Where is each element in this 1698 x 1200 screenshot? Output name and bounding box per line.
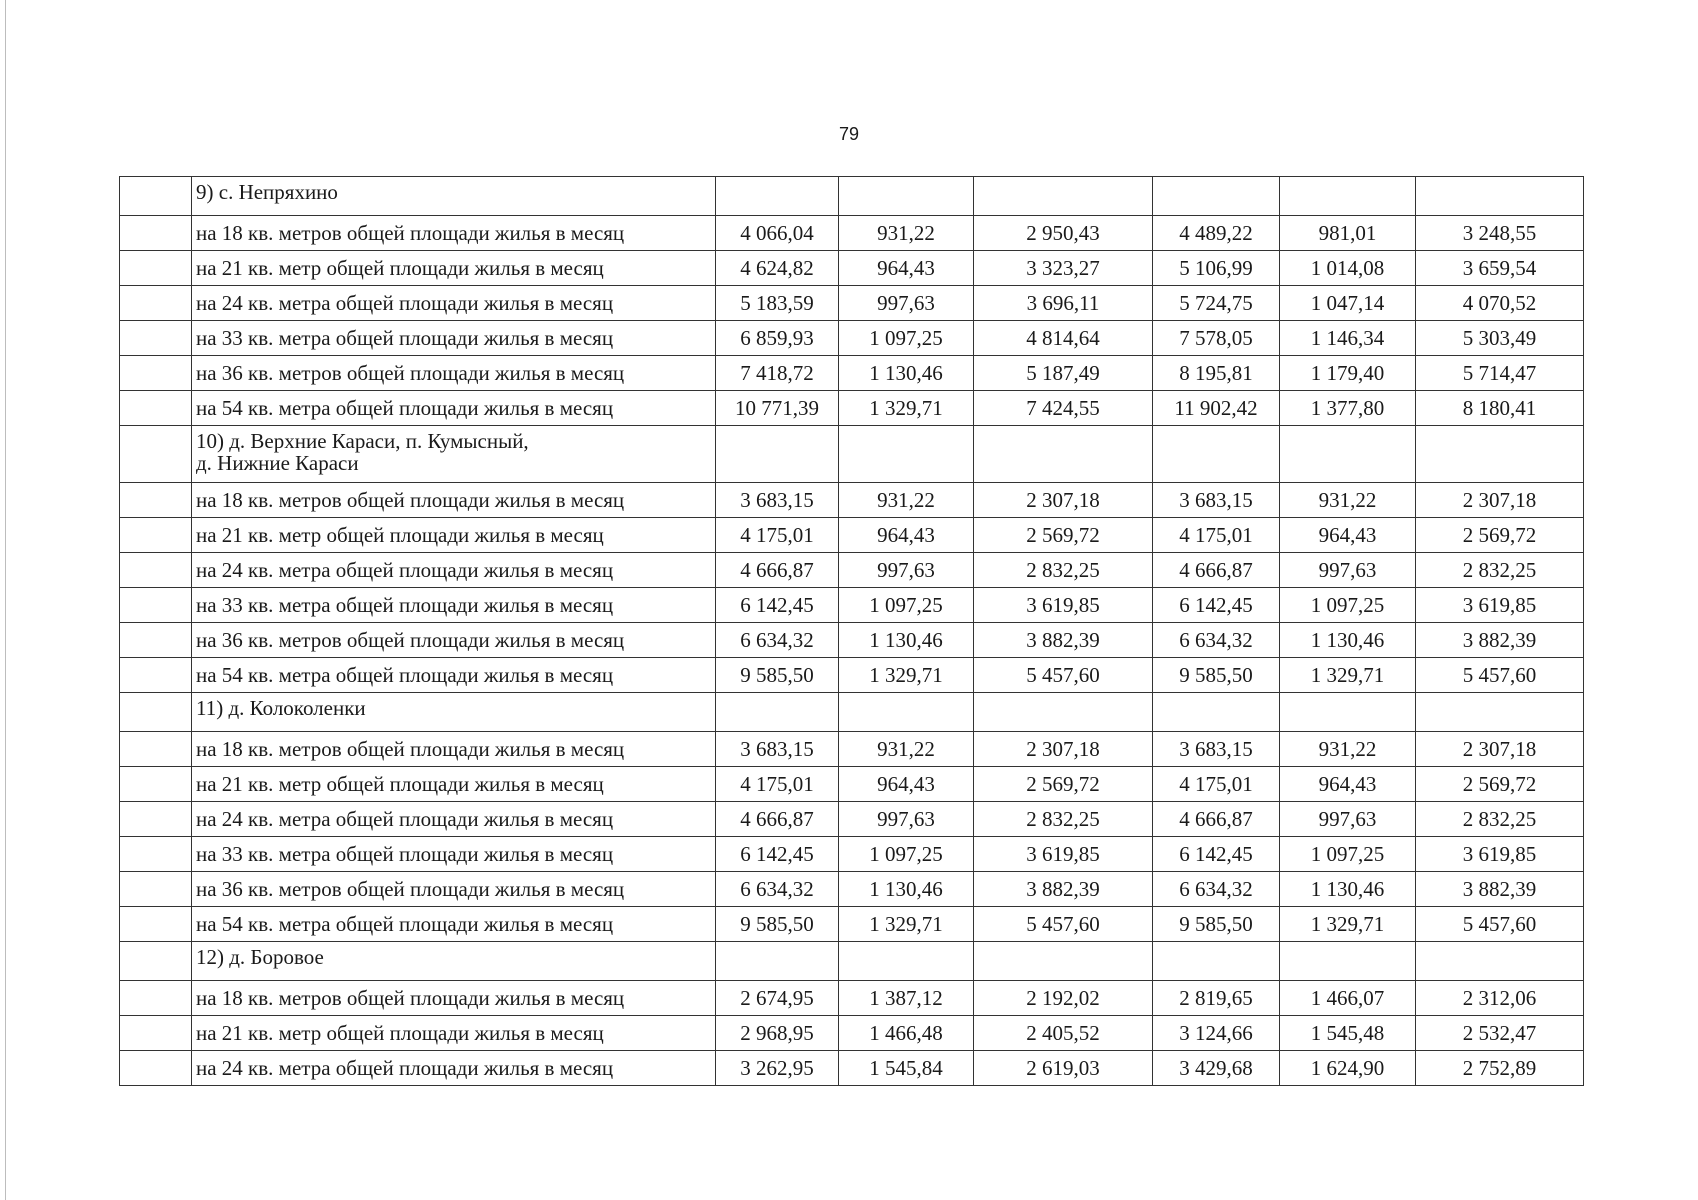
value-cell: 2 832,25: [1416, 802, 1584, 837]
row-index-cell: [120, 693, 192, 732]
value-cell: 4 489,22: [1153, 216, 1280, 251]
row-index-cell: [120, 286, 192, 321]
value-cell: 1 014,08: [1280, 251, 1416, 286]
value-cell: 2 569,72: [1416, 767, 1584, 802]
empty-cell: [839, 942, 974, 981]
table-row: [120, 658, 1584, 693]
value-cell: 6 142,45: [1153, 588, 1280, 623]
row-index-cell: [120, 483, 192, 518]
value-cell: 964,43: [839, 518, 974, 553]
value-cell: 1 047,14: [1280, 286, 1416, 321]
table-row: [120, 1051, 1584, 1086]
value-cell: 2 312,06: [1416, 981, 1584, 1016]
value-cell: 7 578,05: [1153, 321, 1280, 356]
row-index-cell: [120, 767, 192, 802]
value-cell: 4 066,04: [716, 216, 839, 251]
value-cell: 964,43: [1280, 518, 1416, 553]
value-cell: 3 248,55: [1416, 216, 1584, 251]
value-cell: 1 130,46: [1280, 872, 1416, 907]
table-row: [120, 518, 1584, 553]
value-cell: 1 097,25: [839, 588, 974, 623]
row-index-cell: [120, 356, 192, 391]
table-row: [120, 216, 1584, 251]
empty-cell: [839, 177, 974, 216]
value-cell: 6 142,45: [1153, 837, 1280, 872]
value-cell: 3 619,85: [974, 837, 1153, 872]
value-cell: 3 683,15: [716, 732, 839, 767]
settlement-name-cell: [192, 942, 716, 981]
value-cell: 964,43: [839, 251, 974, 286]
table-row: [120, 286, 1584, 321]
settlement-header-row: [120, 693, 1584, 732]
value-cell: 1 545,48: [1280, 1016, 1416, 1051]
row-index-cell: [120, 907, 192, 942]
value-cell: 6 634,32: [716, 623, 839, 658]
empty-cell: [1280, 942, 1416, 981]
table-row: [120, 907, 1584, 942]
value-cell: 3 882,39: [1416, 872, 1584, 907]
area-label-cell: на 21 кв. метр общей площади жилья в месяц: [192, 1016, 716, 1051]
empty-cell: [1416, 426, 1584, 483]
page-number: 79: [838, 124, 860, 144]
row-index-cell: [120, 588, 192, 623]
value-cell: 931,22: [839, 732, 974, 767]
empty-cell: [1280, 177, 1416, 216]
row-index-cell: [120, 321, 192, 356]
value-cell: 4 175,01: [1153, 518, 1280, 553]
empty-cell: [716, 177, 839, 216]
value-cell: 997,63: [839, 553, 974, 588]
value-cell: 5 183,59: [716, 286, 839, 321]
value-cell: 3 323,27: [974, 251, 1153, 286]
table-row: [120, 391, 1584, 426]
settlement-name-cell: [192, 693, 716, 732]
empty-cell: [1153, 177, 1280, 216]
value-cell: 3 683,15: [1153, 732, 1280, 767]
value-cell: 1 329,71: [1280, 658, 1416, 693]
tariff-table-body: [120, 177, 1584, 1086]
value-cell: 5 187,49: [974, 356, 1153, 391]
area-label-cell: на 54 кв. метра общей площади жилья в месяц: [192, 907, 716, 942]
empty-cell: [1416, 693, 1584, 732]
area-label-cell: на 24 кв. метра общей площади жилья в месяц: [192, 553, 716, 588]
empty-cell: [1153, 426, 1280, 483]
value-cell: 964,43: [1280, 767, 1416, 802]
value-cell: 9 585,50: [1153, 907, 1280, 942]
area-label-cell: на 18 кв. метров общей площади жилья в месяц: [192, 732, 716, 767]
value-cell: 1 624,90: [1280, 1051, 1416, 1086]
value-cell: 931,22: [839, 483, 974, 518]
table-row: [120, 483, 1584, 518]
area-label-cell: на 24 кв. метра общей площади жилья в месяц: [192, 802, 716, 837]
settlement-header-row: [120, 177, 1584, 216]
row-index-cell: [120, 553, 192, 588]
area-label-cell: на 54 кв. метра общей площади жилья в месяц: [192, 391, 716, 426]
value-cell: 931,22: [1280, 483, 1416, 518]
value-cell: 1 179,40: [1280, 356, 1416, 391]
value-cell: 997,63: [839, 286, 974, 321]
value-cell: 4 666,87: [1153, 802, 1280, 837]
area-label-cell: на 21 кв. метр общей площади жилья в месяц: [192, 518, 716, 553]
row-index-cell: [120, 732, 192, 767]
value-cell: 3 429,68: [1153, 1051, 1280, 1086]
value-cell: 2 819,65: [1153, 981, 1280, 1016]
value-cell: 1 545,84: [839, 1051, 974, 1086]
value-cell: 1 130,46: [839, 356, 974, 391]
value-cell: 2 307,18: [974, 732, 1153, 767]
value-cell: 5 457,60: [1416, 907, 1584, 942]
value-cell: 3 619,85: [1416, 837, 1584, 872]
row-index-cell: [120, 216, 192, 251]
value-cell: 2 619,03: [974, 1051, 1153, 1086]
value-cell: 3 882,39: [974, 872, 1153, 907]
value-cell: 1 466,48: [839, 1016, 974, 1051]
row-index-cell: [120, 872, 192, 907]
value-cell: 8 180,41: [1416, 391, 1584, 426]
row-index-cell: [120, 981, 192, 1016]
value-cell: 6 634,32: [716, 872, 839, 907]
empty-cell: [1153, 693, 1280, 732]
value-cell: 1 329,71: [1280, 907, 1416, 942]
value-cell: 5 457,60: [974, 658, 1153, 693]
row-index-cell: [120, 942, 192, 981]
value-cell: 1 329,71: [839, 907, 974, 942]
empty-cell: [839, 426, 974, 483]
table-row: [120, 767, 1584, 802]
value-cell: 4 666,87: [716, 802, 839, 837]
value-cell: 4 624,82: [716, 251, 839, 286]
value-cell: 2 569,72: [1416, 518, 1584, 553]
empty-cell: [1416, 942, 1584, 981]
value-cell: 2 968,95: [716, 1016, 839, 1051]
empty-cell: [974, 693, 1153, 732]
value-cell: 10 771,39: [716, 391, 839, 426]
table-row: [120, 981, 1584, 1016]
empty-cell: [716, 942, 839, 981]
value-cell: 1 329,71: [839, 658, 974, 693]
table-row: [120, 732, 1584, 767]
value-cell: 4 175,01: [716, 518, 839, 553]
row-index-cell: [120, 177, 192, 216]
area-label-cell: на 36 кв. метров общей площади жилья в месяц: [192, 623, 716, 658]
value-cell: 3 882,39: [1416, 623, 1584, 658]
value-cell: 6 634,32: [1153, 872, 1280, 907]
value-cell: 4 070,52: [1416, 286, 1584, 321]
value-cell: 3 619,85: [974, 588, 1153, 623]
value-cell: 6 142,45: [716, 588, 839, 623]
settlement-name-line: 10) д. Верхние Караси, п. Кумысный,: [196, 429, 529, 453]
value-cell: 3 124,66: [1153, 1016, 1280, 1051]
value-cell: 2 569,72: [974, 767, 1153, 802]
value-cell: 5 457,60: [1416, 658, 1584, 693]
settlement-name-cell: [192, 177, 716, 216]
value-cell: 997,63: [1280, 802, 1416, 837]
value-cell: 2 532,47: [1416, 1016, 1584, 1051]
value-cell: 5 714,47: [1416, 356, 1584, 391]
value-cell: 4 175,01: [716, 767, 839, 802]
value-cell: 2 569,72: [974, 518, 1153, 553]
empty-cell: [1280, 426, 1416, 483]
value-cell: 1 097,25: [1280, 837, 1416, 872]
value-cell: 997,63: [1280, 553, 1416, 588]
empty-cell: [974, 177, 1153, 216]
settlement-header-row: [120, 942, 1584, 981]
value-cell: 1 329,71: [839, 391, 974, 426]
value-cell: 1 466,07: [1280, 981, 1416, 1016]
value-cell: 1 387,12: [839, 981, 974, 1016]
area-label-cell: на 33 кв. метра общей площади жилья в месяц: [192, 588, 716, 623]
value-cell: 3 659,54: [1416, 251, 1584, 286]
empty-cell: [839, 693, 974, 732]
area-label-cell: на 54 кв. метра общей площади жилья в месяц: [192, 658, 716, 693]
row-index-cell: [120, 1051, 192, 1086]
page-margin-line: [5, 0, 6, 1200]
value-cell: 4 175,01: [1153, 767, 1280, 802]
empty-cell: [1416, 177, 1584, 216]
value-cell: 6 634,32: [1153, 623, 1280, 658]
table-row: [120, 356, 1584, 391]
value-cell: 3 683,15: [1153, 483, 1280, 518]
value-cell: 9 585,50: [1153, 658, 1280, 693]
settlement-name-line: д. Нижние Караси: [196, 451, 359, 475]
value-cell: 7 418,72: [716, 356, 839, 391]
value-cell: 3 882,39: [974, 623, 1153, 658]
area-label-cell: на 18 кв. метров общей площади жилья в месяц: [192, 216, 716, 251]
value-cell: 2 832,25: [974, 802, 1153, 837]
row-index-cell: [120, 1016, 192, 1051]
value-cell: 9 585,50: [716, 907, 839, 942]
table-row: [120, 1016, 1584, 1051]
value-cell: 2 950,43: [974, 216, 1153, 251]
value-cell: 4 666,87: [716, 553, 839, 588]
value-cell: 2 192,02: [974, 981, 1153, 1016]
empty-cell: [974, 942, 1153, 981]
area-label-cell: на 24 кв. метра общей площади жилья в месяц: [192, 286, 716, 321]
area-label-cell: на 24 кв. метра общей площади жилья в месяц: [192, 1051, 716, 1086]
value-cell: 1 130,46: [839, 623, 974, 658]
row-index-cell: [120, 658, 192, 693]
area-label-cell: на 18 кв. метров общей площади жилья в месяц: [192, 483, 716, 518]
row-index-cell: [120, 426, 192, 483]
area-label-cell: на 18 кв. метров общей площади жилья в месяц: [192, 981, 716, 1016]
value-cell: 3 262,95: [716, 1051, 839, 1086]
area-label-cell: на 33 кв. метра общей площади жилья в месяц: [192, 837, 716, 872]
value-cell: 1 146,34: [1280, 321, 1416, 356]
area-label-cell: на 21 кв. метр общей площади жилья в месяц: [192, 251, 716, 286]
table-row: [120, 623, 1584, 658]
value-cell: 981,01: [1280, 216, 1416, 251]
settlement-name-line: 12) д. Боровое: [196, 945, 324, 969]
value-cell: 4 666,87: [1153, 553, 1280, 588]
table-row: [120, 588, 1584, 623]
empty-cell: [716, 426, 839, 483]
value-cell: 1 097,25: [839, 321, 974, 356]
row-index-cell: [120, 518, 192, 553]
row-index-cell: [120, 837, 192, 872]
value-cell: 2 307,18: [1416, 732, 1584, 767]
value-cell: 5 724,75: [1153, 286, 1280, 321]
settlement-name-line: 11) д. Колоколенки: [196, 696, 366, 720]
table-row: [120, 321, 1584, 356]
value-cell: 2 307,18: [1416, 483, 1584, 518]
value-cell: 6 142,45: [716, 837, 839, 872]
value-cell: 931,22: [839, 216, 974, 251]
table-row: [120, 251, 1584, 286]
value-cell: 11 902,42: [1153, 391, 1280, 426]
value-cell: 1 130,46: [1280, 623, 1416, 658]
value-cell: 6 859,93: [716, 321, 839, 356]
value-cell: 4 814,64: [974, 321, 1153, 356]
area-label-cell: на 36 кв. метров общей площади жилья в месяц: [192, 356, 716, 391]
value-cell: 5 457,60: [974, 907, 1153, 942]
settlement-name-cell: [192, 426, 716, 483]
value-cell: 5 303,49: [1416, 321, 1584, 356]
empty-cell: [1153, 942, 1280, 981]
value-cell: 964,43: [839, 767, 974, 802]
row-index-cell: [120, 251, 192, 286]
row-index-cell: [120, 623, 192, 658]
value-cell: 9 585,50: [716, 658, 839, 693]
value-cell: 1 377,80: [1280, 391, 1416, 426]
value-cell: 2 752,89: [1416, 1051, 1584, 1086]
value-cell: 7 424,55: [974, 391, 1153, 426]
empty-cell: [716, 693, 839, 732]
table-row: [120, 837, 1584, 872]
value-cell: 2 405,52: [974, 1016, 1153, 1051]
value-cell: 997,63: [839, 802, 974, 837]
tariff-table: [119, 176, 1584, 1086]
value-cell: 5 106,99: [1153, 251, 1280, 286]
area-label-cell: на 33 кв. метра общей площади жилья в месяц: [192, 321, 716, 356]
table-row: [120, 802, 1584, 837]
value-cell: 2 674,95: [716, 981, 839, 1016]
value-cell: 2 307,18: [974, 483, 1153, 518]
table-row: [120, 553, 1584, 588]
value-cell: 1 097,25: [1280, 588, 1416, 623]
area-label-cell: на 21 кв. метр общей площади жилья в месяц: [192, 767, 716, 802]
value-cell: 931,22: [1280, 732, 1416, 767]
settlement-name-line: 9) с. Непряхино: [196, 180, 338, 204]
value-cell: 3 619,85: [1416, 588, 1584, 623]
value-cell: 8 195,81: [1153, 356, 1280, 391]
value-cell: 1 130,46: [839, 872, 974, 907]
value-cell: 3 683,15: [716, 483, 839, 518]
empty-cell: [1280, 693, 1416, 732]
table-row: [120, 872, 1584, 907]
value-cell: 2 832,25: [974, 553, 1153, 588]
row-index-cell: [120, 802, 192, 837]
value-cell: 1 097,25: [839, 837, 974, 872]
empty-cell: [974, 426, 1153, 483]
value-cell: 2 832,25: [1416, 553, 1584, 588]
row-index-cell: [120, 391, 192, 426]
area-label-cell: на 36 кв. метров общей площади жилья в месяц: [192, 872, 716, 907]
value-cell: 3 696,11: [974, 286, 1153, 321]
settlement-header-row: [120, 426, 1584, 483]
